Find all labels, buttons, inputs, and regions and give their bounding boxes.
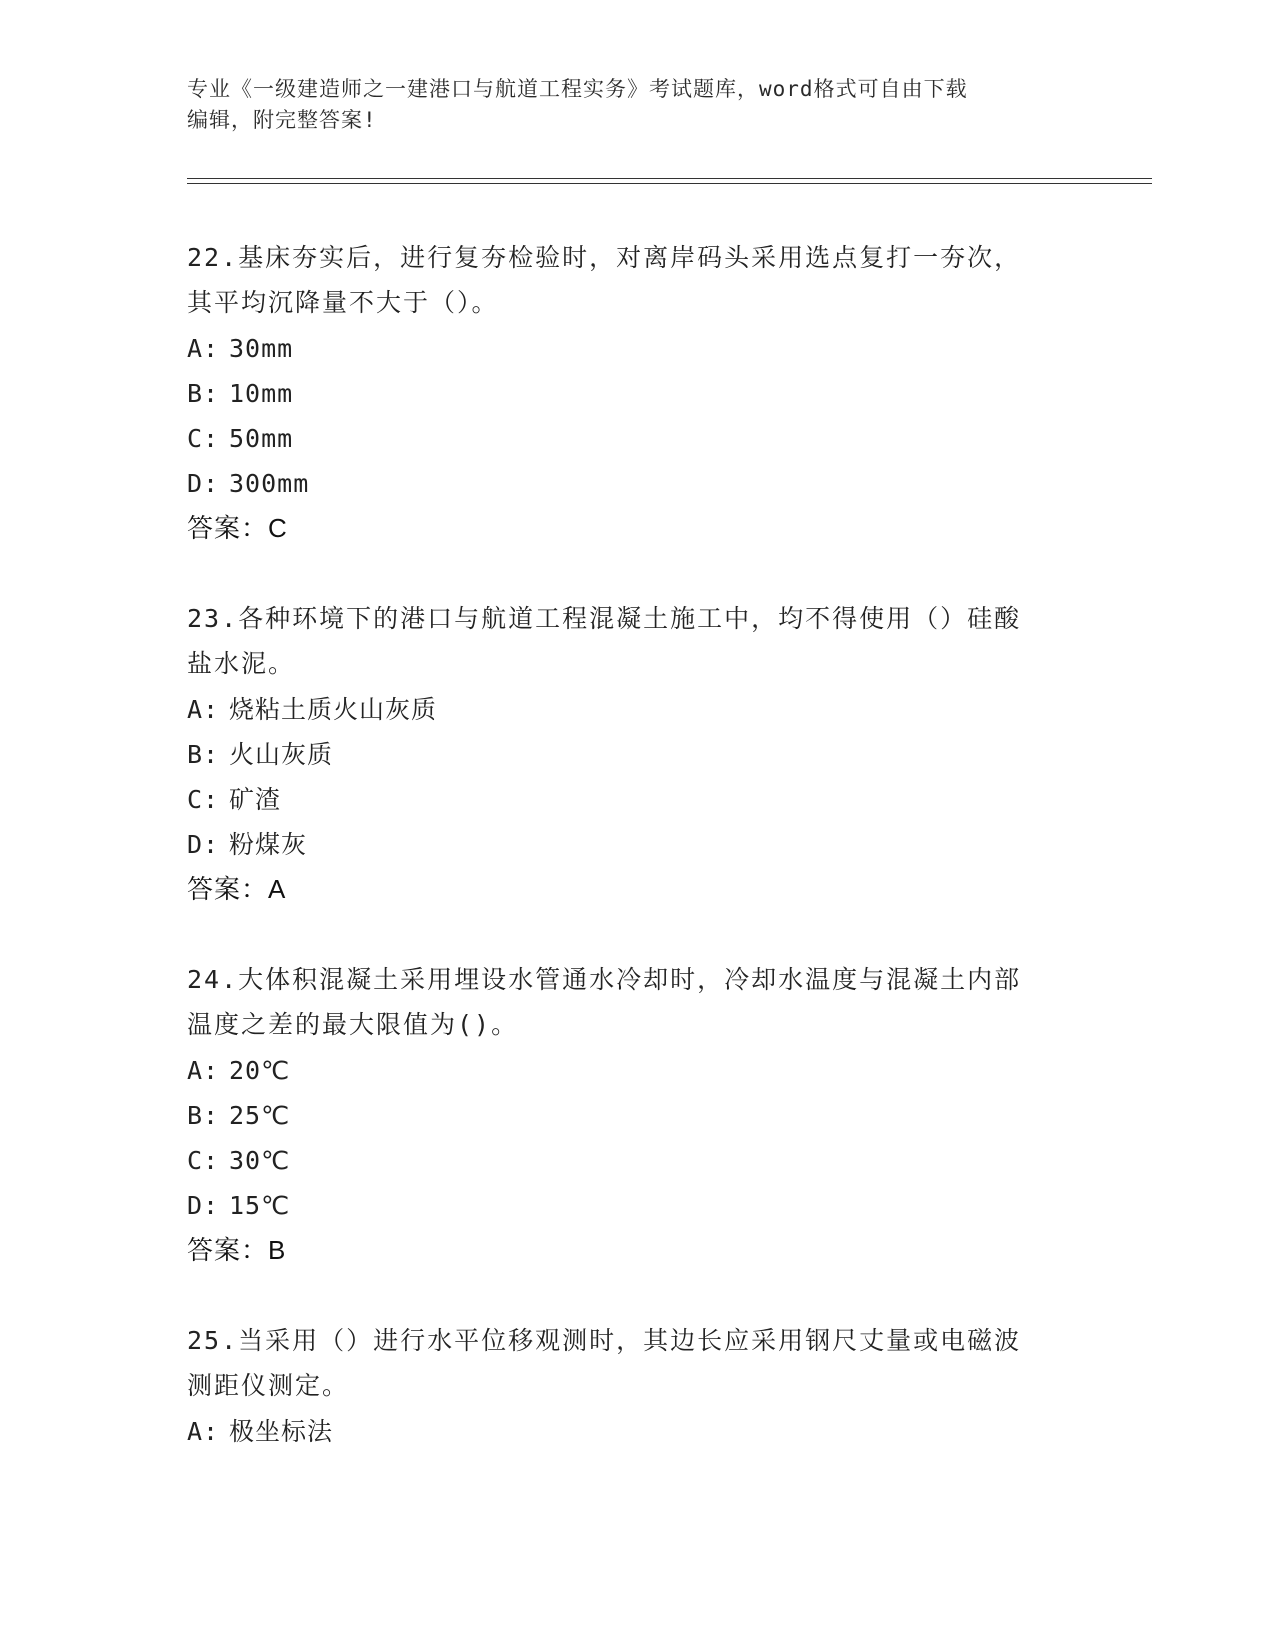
option-text: 300mm (229, 469, 310, 498)
option-d (187, 461, 1087, 506)
option-text: 烧粘土质火山灰质 (229, 695, 438, 724)
option-letter: C: (187, 1146, 220, 1175)
option-b (187, 1093, 1087, 1138)
question-stem (187, 235, 1087, 325)
option-text: 30℃ (229, 1146, 291, 1175)
option-a (187, 1048, 1087, 1093)
question-stem-line: 温度之差的最大限值为()。 (187, 1010, 519, 1039)
option-a (187, 687, 1087, 732)
answer-label: 答案：B (187, 1235, 287, 1265)
option-text: 20℃ (229, 1056, 291, 1085)
option-letter: A: (187, 334, 220, 363)
question-stem-line: 测距仪测定。 (187, 1371, 350, 1400)
question-stem (187, 596, 1087, 686)
header-line-2: 编辑，附完整答案! (187, 108, 377, 132)
header-divider-bottom (187, 183, 1152, 184)
header-line-1: 专业《一级建造师之一建港口与航道工程实务》考试题库，word格式可自由下载 (187, 77, 968, 101)
question-25 (187, 1318, 1087, 1454)
option-letter: D: (187, 830, 220, 859)
option-a (187, 1409, 1087, 1454)
option-b (187, 371, 1087, 416)
option-letter: A: (187, 695, 220, 724)
answer-label: 答案：C (187, 513, 288, 543)
option-b (187, 732, 1087, 777)
option-letter: B: (187, 1101, 220, 1130)
option-letter: B: (187, 740, 220, 769)
option-d (187, 822, 1087, 867)
option-a (187, 326, 1087, 371)
option-letter: C: (187, 424, 220, 453)
option-c (187, 777, 1087, 822)
option-d (187, 1183, 1087, 1228)
question-stem-line: 盐水泥。 (187, 649, 296, 678)
option-letter: A: (187, 1417, 220, 1446)
question-stem-line: 22.基床夯实后，进行复夯检验时，对离岸码头采用选点复打一夯次， (187, 243, 1022, 272)
option-text: 极坐标法 (229, 1417, 334, 1446)
option-letter: D: (187, 1191, 220, 1220)
option-letter: C: (187, 785, 220, 814)
question-stem-line: 25.当采用（）进行水平位移观测时，其边长应采用钢尺丈量或电磁波 (187, 1326, 1022, 1355)
option-c (187, 1138, 1087, 1183)
question-22 (187, 235, 1087, 551)
question-stem (187, 957, 1087, 1047)
question-23 (187, 596, 1087, 912)
document-header (187, 74, 1067, 136)
option-letter: D: (187, 469, 220, 498)
option-letter: A: (187, 1056, 220, 1085)
option-c (187, 416, 1087, 461)
option-text: 30mm (229, 334, 294, 363)
option-letter: B: (187, 379, 220, 408)
question-list (187, 235, 1087, 1499)
option-text: 矿渣 (229, 785, 282, 814)
question-24 (187, 957, 1087, 1273)
option-text: 50mm (229, 424, 294, 453)
question-stem-line: 23.各种环境下的港口与航道工程混凝土施工中，均不得使用（）硅酸 (187, 604, 1022, 633)
header-divider-top (187, 178, 1152, 179)
option-text: 15℃ (229, 1191, 291, 1220)
question-stem (187, 1318, 1087, 1408)
question-stem-line: 24.大体积混凝土采用埋设水管通水冷却时，冷却水温度与混凝土内部 (187, 965, 1022, 994)
option-text: 火山灰质 (229, 740, 334, 769)
option-text: 粉煤灰 (229, 830, 308, 859)
answer-label: 答案：A (187, 874, 287, 904)
question-stem-line: 其平均沉降量不大于（）。 (187, 288, 499, 317)
option-text: 25℃ (229, 1101, 291, 1130)
option-text: 10mm (229, 379, 294, 408)
